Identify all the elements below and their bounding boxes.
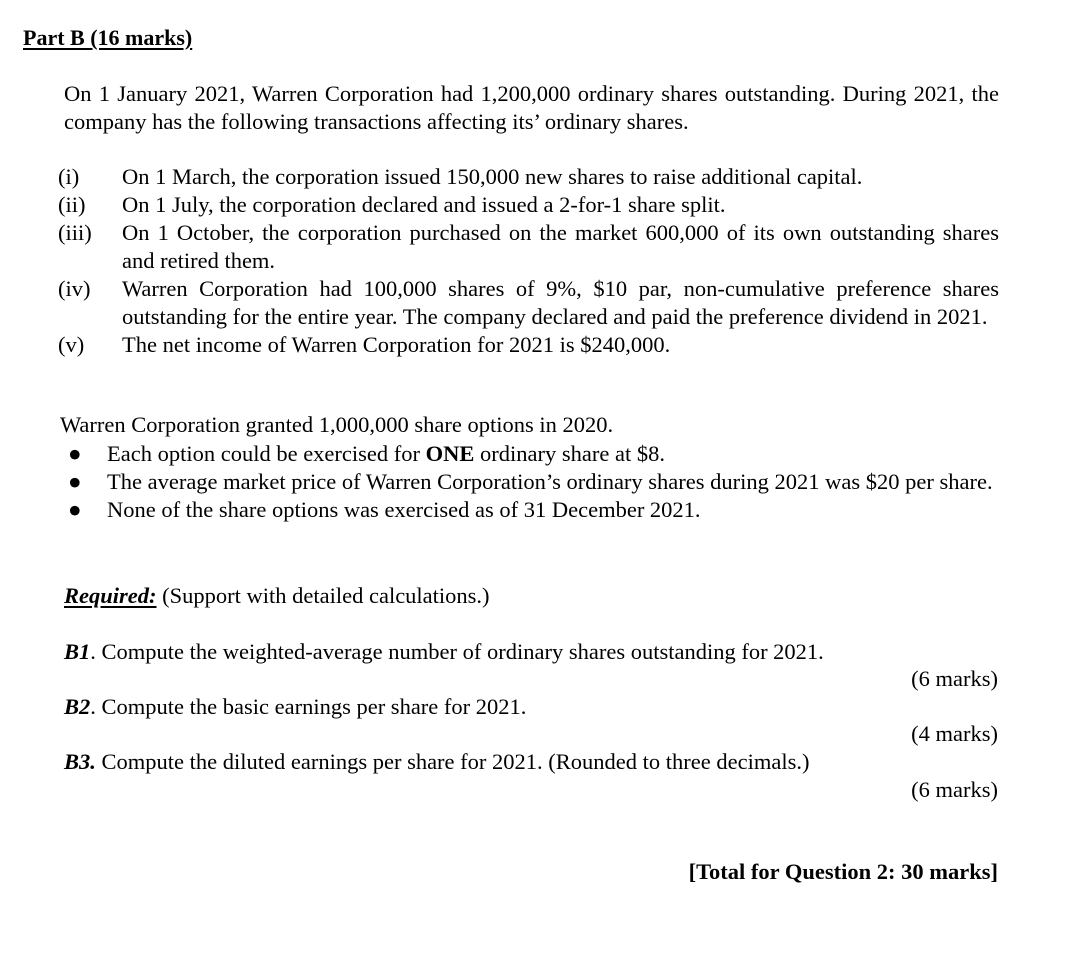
item-text: On 1 October, the corporation purchased on the market 600,000 of its own outstanding shares and retired them. (122, 220, 999, 273)
item-text: On 1 July, the corporation declared and issued a 2-for-1 share split. (122, 192, 726, 217)
bullet-item (68, 440, 999, 468)
item-number: (iii) (58, 220, 92, 245)
list-item (58, 275, 999, 331)
options-intro: Warren Corporation granted 1,000,000 share options in 2020. (60, 412, 614, 437)
question-sep: . (90, 639, 102, 664)
list-item (58, 163, 999, 191)
bullet-item (68, 468, 999, 496)
question-b2 (64, 693, 526, 721)
bullet-text (107, 440, 999, 468)
list-item (58, 191, 999, 219)
question-b1 (64, 638, 824, 666)
marks-b1: (6 marks) (911, 666, 998, 691)
question-text: Compute the weighted-average number of ordinary shares outstanding for 2021. (101, 639, 824, 664)
list-item (58, 331, 999, 359)
item-number: (iv) (58, 276, 91, 301)
bullet-emphasis: ONE (425, 441, 475, 466)
bullet-icon: ● (68, 441, 82, 466)
required-line (64, 582, 490, 610)
question-id: B2 (64, 694, 91, 719)
item-number: (i) (58, 164, 80, 189)
item-number: (v) (58, 332, 85, 357)
total-marks: [Total for Question 2: 30 marks] (688, 859, 998, 884)
item-text: On 1 March, the corporation issued 150,000 new shares to raise additional capital. (122, 164, 863, 189)
question-b3 (64, 748, 809, 776)
list-item (58, 219, 999, 275)
bullet-icon: ● (68, 497, 82, 522)
bullet-icon: ● (68, 469, 82, 494)
option-bullet-list (68, 440, 999, 524)
required-note: (Support with detailed calculations.) (156, 583, 490, 608)
question-id: B3. (64, 749, 96, 774)
item-number: (ii) (58, 192, 86, 217)
part-heading: Part B (16 marks) (23, 25, 193, 50)
bullet-text-part: Each option could be exercised for (107, 441, 426, 466)
bullet-item (68, 496, 999, 524)
bullet-text: None of the share options was exercised as of 31 December 2021. (107, 497, 701, 522)
bullet-text: The average market price of Warren Corporation’s ordinary shares during 2021 was $20 per share. (107, 469, 993, 494)
question-sep: . (90, 694, 102, 719)
marks-b2: (4 marks) (911, 721, 998, 746)
item-text: Warren Corporation had 100,000 shares of 9%, $10 par, non-cumulative preference shares outstanding for the entire year. The company declared and paid the preference dividend in 2021. (122, 276, 999, 329)
required-label: Required: (64, 583, 157, 608)
marks-b3: (6 marks) (911, 777, 998, 802)
question-text: Compute the diluted earnings per share for 2021. (Rounded to three decimals.) (101, 749, 810, 774)
question-text: Compute the basic earnings per share for 2021. (101, 694, 527, 719)
bullet-text-part: ordinary share at $8. (474, 441, 665, 466)
item-text: The net income of Warren Corporation for 2021 is $240,000. (122, 332, 671, 357)
question-id: B1 (64, 639, 91, 664)
transaction-list (58, 163, 999, 359)
intro-paragraph: On 1 January 2021, Warren Corporation had 1,200,000 ordinary shares outstanding. During 2021, the company has the following transactions affecting its’ ordinary shares. (64, 81, 999, 134)
